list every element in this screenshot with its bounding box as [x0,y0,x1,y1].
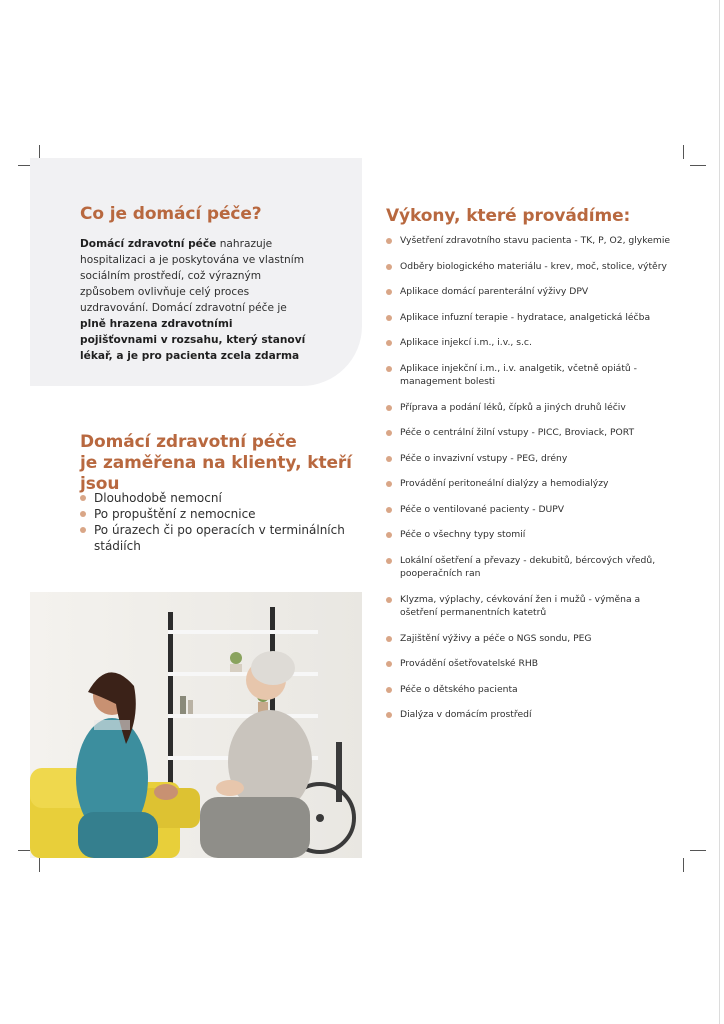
care-photo [30,592,362,858]
list-item: Péče o ventilované pacienty - DUPV [386,503,676,517]
intro-text-1: nahrazuje hospitalizaci a je poskytována ve vlastním sociálním prostředí, což výrazným způsobem ovlivňuje celý proces uzdravování. Domácí zdravotní péče je [80,238,305,314]
crop-mark [683,145,684,159]
targets-list [80,490,350,554]
list-item: Po úrazech či po operacích v terminálních stádiích [80,522,350,554]
list-item: Vyšetření zdravotního stavu pacienta - TK, P, O2, glykemie [386,234,676,248]
list-item: Aplikace infuzní terapie - hydratace, analgetická léčba [386,311,676,325]
crop-mark [683,858,684,872]
targets-title-line1: Domácí zdravotní péče [80,432,297,452]
targets-title [80,432,380,495]
list-item: Dialýza v domácím prostředí [386,708,676,722]
intro-title: Co je domácí péče? [80,204,262,224]
list-item: Lokální ošetření a převazy - dekubitů, bércových vředů, pooperačních ran [386,554,676,581]
list-item: Provádění peritoneální dialýzy a hemodialýzy [386,477,676,491]
intro-paragraph [80,236,312,364]
intro-bold-2: plně hrazena zdravotními pojišťovnami v rozsahu, který stanoví lékař, a je pro pacienta zcela zdarma [80,318,306,362]
crop-mark [39,858,40,872]
list-item: Odběry biologického materiálu - krev, moč, stolice, výtěry [386,260,676,274]
list-item: Aplikace injekcí i.m., i.v., s.c. [386,336,676,350]
list-item: Péče o všechny typy stomií [386,528,676,542]
intro-bold-1: Domácí zdravotní péče [80,238,217,250]
list-item: Aplikace injekční i.m., i.v. analgetik, včetně opiátů - management bolesti [386,362,676,389]
services-list [386,234,676,734]
crop-mark [690,850,706,851]
list-item: Péče o dětského pacienta [386,683,676,697]
crop-mark [39,145,40,159]
list-item: Péče o centrální žilní vstupy - PICC, Broviack, PORT [386,426,676,440]
list-item: Provádění ošetřovatelské RHB [386,657,676,671]
list-item: Po propuštění z nemocnice [80,506,350,522]
list-item: Klyzma, výplachy, cévkování žen i mužů - výměna a ošetření permanentních katetrů [386,593,676,620]
edge-line [719,0,720,1024]
list-item: Příprava a podání léků, čípků a jiných druhů léčiv [386,401,676,415]
services-title: Výkony, které provádíme: [386,206,631,226]
list-item: Aplikace domácí parenterální výživy DPV [386,285,676,299]
list-item: Dlouhodobě nemocní [80,490,350,506]
targets-title-line2: je zaměřena na klienty, kteří jsou [80,453,352,494]
crop-mark [690,165,706,166]
care-photo-illustration [30,592,362,858]
list-item: Péče o invazivní vstupy - PEG, drény [386,452,676,466]
list-item: Zajištění výživy a péče o NGS sondu, PEG [386,632,676,646]
